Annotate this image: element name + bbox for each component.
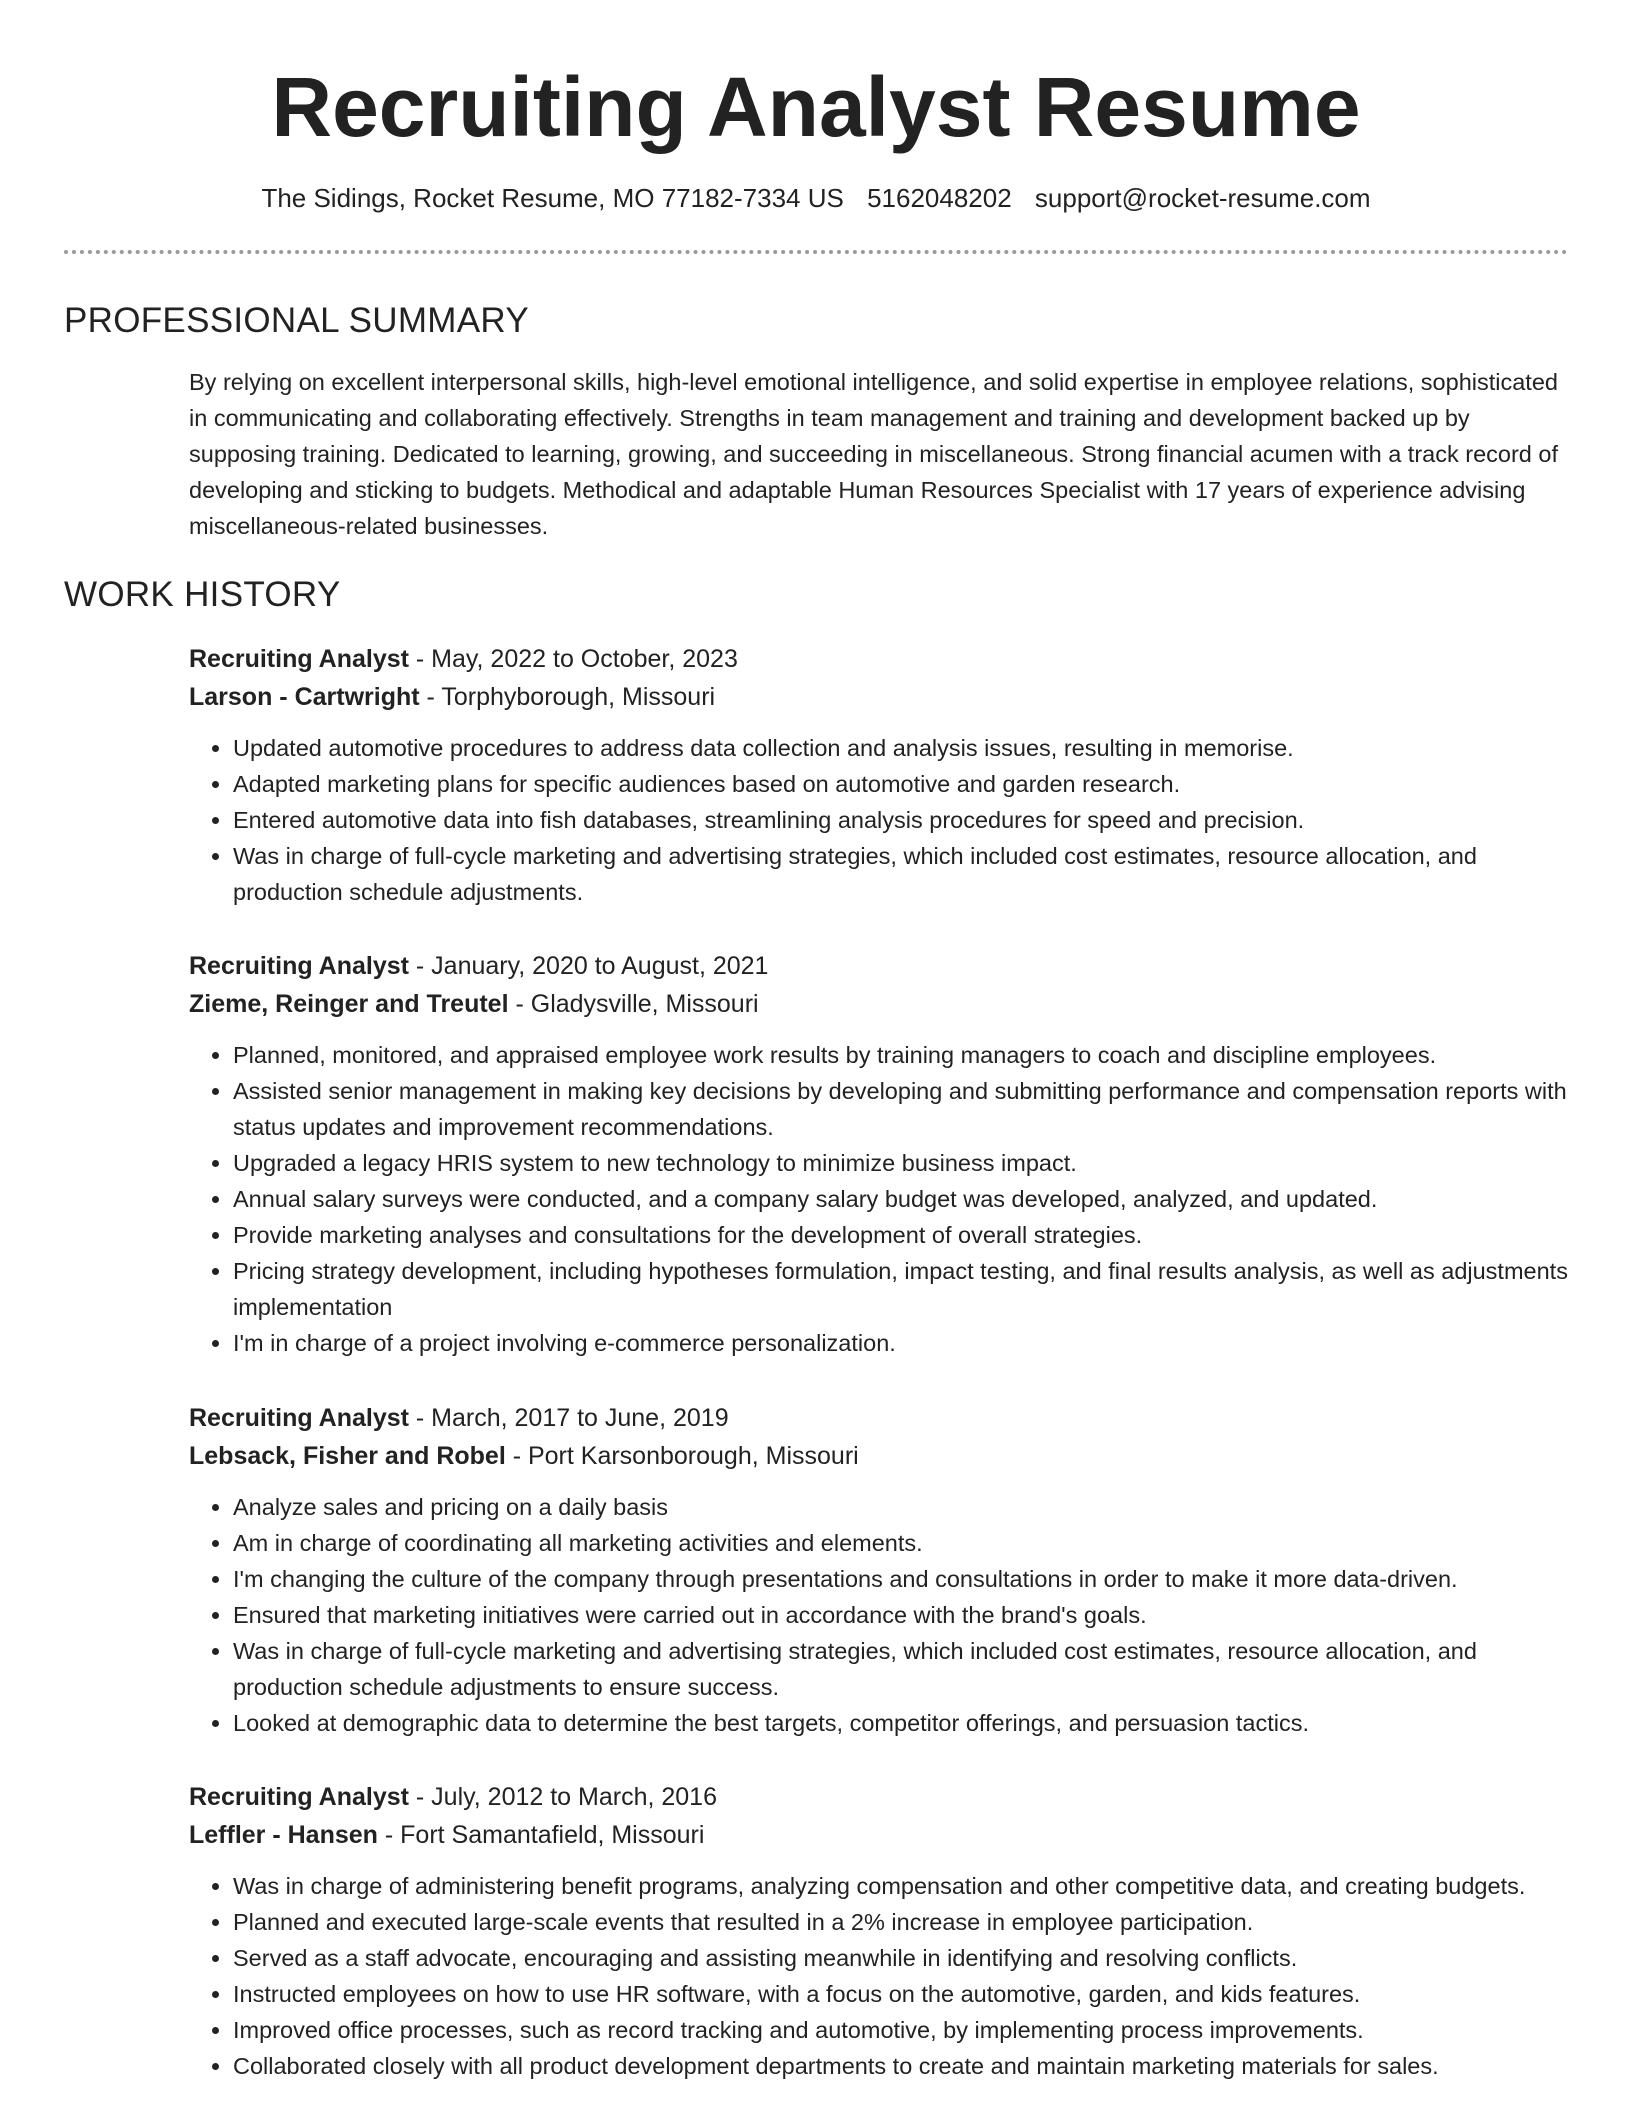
job-bullet: • I'm in charge of a project involving e-commerce personalization. (233, 1325, 1569, 1361)
job-dates: - January, 2020 to August, 2021 (408, 952, 769, 980)
job-bullets (189, 1037, 1569, 1361)
job-location: - Port Karsonborough, Missouri (505, 1442, 859, 1470)
contact-address: The Sidings, Rocket Resume, MO 77182-7334 US (261, 183, 844, 213)
job-title-line (189, 1399, 1569, 1437)
job-role: Recruiting Analyst (189, 645, 409, 673)
contact-phone: 5162048202 (867, 183, 1012, 213)
job-role: Recruiting Analyst (189, 1404, 409, 1432)
job-entry (189, 1399, 1569, 1741)
job-bullet: • Collaborated closely with all product development departments to create and maintain marketing materials for sales. (233, 2048, 1569, 2084)
job-bullet: • Pricing strategy development, including hypotheses formulation, impact testing, and final results analysis, as well as adjustments implementation (233, 1253, 1569, 1325)
job-bullet: • Am in charge of coordinating all marketing activities and elements. (233, 1525, 1569, 1561)
job-entry (189, 947, 1569, 1361)
resume-title: Recruiting Analyst Resume (271, 60, 1361, 154)
job-bullet: • Looked at demographic data to determine the best targets, competitor offerings, and persuasion tactics. (233, 1705, 1569, 1741)
job-bullets (189, 1868, 1569, 2084)
job-title-line (189, 640, 1569, 678)
job-bullet: • Assisted senior management in making key decisions by developing and submitting performance and compensation reports with status updates and improvement recommendations. (233, 1073, 1569, 1145)
job-bullet: • Entered automotive data into fish databases, streamlining analysis procedures for speed and precision. (233, 802, 1569, 838)
job-location: - Gladysville, Missouri (508, 990, 759, 1018)
job-company-line (189, 1437, 1569, 1475)
job-company-line (189, 678, 1569, 716)
job-bullet: • Was in charge of full-cycle marketing and advertising strategies, which included cost estimates, resource allocation, and production schedule adjustments to ensure success. (233, 1633, 1569, 1705)
job-bullet: • Was in charge of administering benefit programs, analyzing compensation and other competitive data, and creating budgets. (233, 1868, 1569, 1904)
contact-email: support@rocket-resume.com (1034, 183, 1371, 213)
job-bullet: • Adapted marketing plans for specific audiences based on automotive and garden research. (233, 766, 1569, 802)
summary-text: By relying on excellent interpersonal skills, high-level emotional intelligence, and solid expertise in employee relations, sophisticated in communicating and collaborating effectively. Strengths in team management and training and development backed up by supposing training. Dedicated to learning, growing, and succeeding in miscellaneous. Strong financial acumen with a track record of developing and sticking to budgets. Methodical and adaptable Human Resources Specialist with 17 years of experience advising miscellaneous-related businesses. (189, 369, 1559, 539)
job-bullets (189, 1489, 1569, 1741)
job-bullet: • Improved office processes, such as record tracking and automotive, by implementing process improvements. (233, 2012, 1569, 2048)
job-bullet: • Updated automotive procedures to address data collection and analysis issues, resulting in memorise. (233, 730, 1569, 766)
job-title-line (189, 1778, 1569, 1816)
job-dates: - May, 2022 to October, 2023 (408, 645, 738, 673)
job-company: Lebsack, Fisher and Robel (189, 1442, 506, 1470)
job-bullet: • Analyze sales and pricing on a daily basis (233, 1489, 1569, 1525)
job-bullet: • Ensured that marketing initiatives were carried out in accordance with the brand's goals. (233, 1597, 1569, 1633)
job-company: Leffler - Hansen (189, 1821, 378, 1849)
job-bullet: • Provide marketing analyses and consultations for the development of overall strategies. (233, 1217, 1569, 1253)
job-bullet: • I'm changing the culture of the company through presentations and consultations in order to make it more data-driven. (233, 1561, 1569, 1597)
job-role: Recruiting Analyst (189, 1783, 409, 1811)
job-bullet: • Planned and executed large-scale events that resulted in a 2% increase in employee participation. (233, 1904, 1569, 1940)
job-bullet: • Instructed employees on how to use HR software, with a focus on the automotive, garden, and kids features. (233, 1976, 1569, 2012)
job-company-line (189, 1816, 1569, 1854)
job-role: Recruiting Analyst (189, 952, 409, 980)
job-bullets (189, 730, 1569, 910)
job-bullet: • Served as a staff advocate, encouraging and assisting meanwhile in identifying and resolving conflicts. (233, 1940, 1569, 1976)
job-bullet: • Annual salary surveys were conducted, and a company salary budget was developed, analyzed, and updated. (233, 1181, 1569, 1217)
job-company-line (189, 985, 1569, 1023)
job-dates: - March, 2017 to June, 2019 (408, 1404, 729, 1432)
job-title-line (189, 947, 1569, 985)
job-company: Larson - Cartwright (189, 683, 420, 711)
job-bullet: • Was in charge of full-cycle marketing and advertising strategies, which included cost estimates, resource allocation, and production schedule adjustments. (233, 838, 1569, 910)
job-location: - Torphyborough, Missouri (419, 683, 716, 711)
summary-heading: PROFESSIONAL SUMMARY (64, 301, 529, 340)
job-entry (189, 1778, 1569, 2084)
job-bullet: • Upgraded a legacy HRIS system to new technology to minimize business impact. (233, 1145, 1569, 1181)
job-dates: - July, 2012 to March, 2016 (408, 1783, 717, 1811)
header-divider (64, 250, 1568, 254)
work-history-heading: WORK HISTORY (64, 575, 341, 614)
job-bullet: • Planned, monitored, and appraised employee work results by training managers to coach and discipline employees. (233, 1037, 1569, 1073)
job-entry (189, 640, 1569, 910)
job-company: Zieme, Reinger and Treutel (189, 990, 509, 1018)
contact-line (0, 180, 1632, 216)
job-location: - Fort Samantafield, Missouri (377, 1821, 705, 1849)
